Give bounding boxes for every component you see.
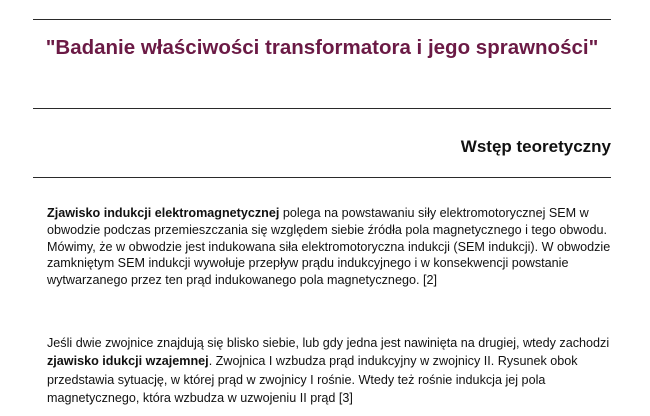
term-mutual-induction: zjawisko idukcji wzajemnej xyxy=(47,354,209,369)
term-electromagnetic-induction: Zjawisko indukcji elektromagnetycznej xyxy=(47,206,280,220)
title-divider xyxy=(33,108,611,109)
paragraph2-text-before: Jeśli dwie zwojnice znajdują się blisko siebie, lub gdy jedna jest nawinięta na drugiej, wtedy zachodzi xyxy=(47,336,610,350)
section-heading: Wstęp teoretyczny xyxy=(460,137,611,156)
paragraph-mutual-induction xyxy=(47,334,617,408)
paragraph-electromagnetic-induction xyxy=(47,205,617,289)
document-title: "Badanie właściwości transformatora i jego sprawności" xyxy=(45,36,599,59)
section-divider xyxy=(33,177,611,178)
paragraph1-text: polega na powstawaniu siły elektromotorycznej SEM w obwodzie podczas przemieszczania się względem siebie źródła pola magnetycznego i tego obwodu. Mówimy, że w obwodzie jest indukowana siła elektromotoryczna indukcji (SEM indukcji). W obwodzie zamkniętym SEM indukcji wywołuje przepływ prądu indukcyjnego i w konsekwencji powstanie wytwarzanego przez ten prąd indukowanego pola magnetycznego. [2] xyxy=(47,206,611,288)
paragraph2-text-after: . Zwojnica I wzbudza prąd indukcyjny w zwojnicy II. Rysunek obok przedstawia sytuację, w której prąd w zwojnicy I rośnie. Wtedy też rośnie indukcja jej pola magnetycznego, która wzbudza w uzwojeniu II prąd [3] xyxy=(47,354,578,406)
top-divider xyxy=(33,19,611,20)
